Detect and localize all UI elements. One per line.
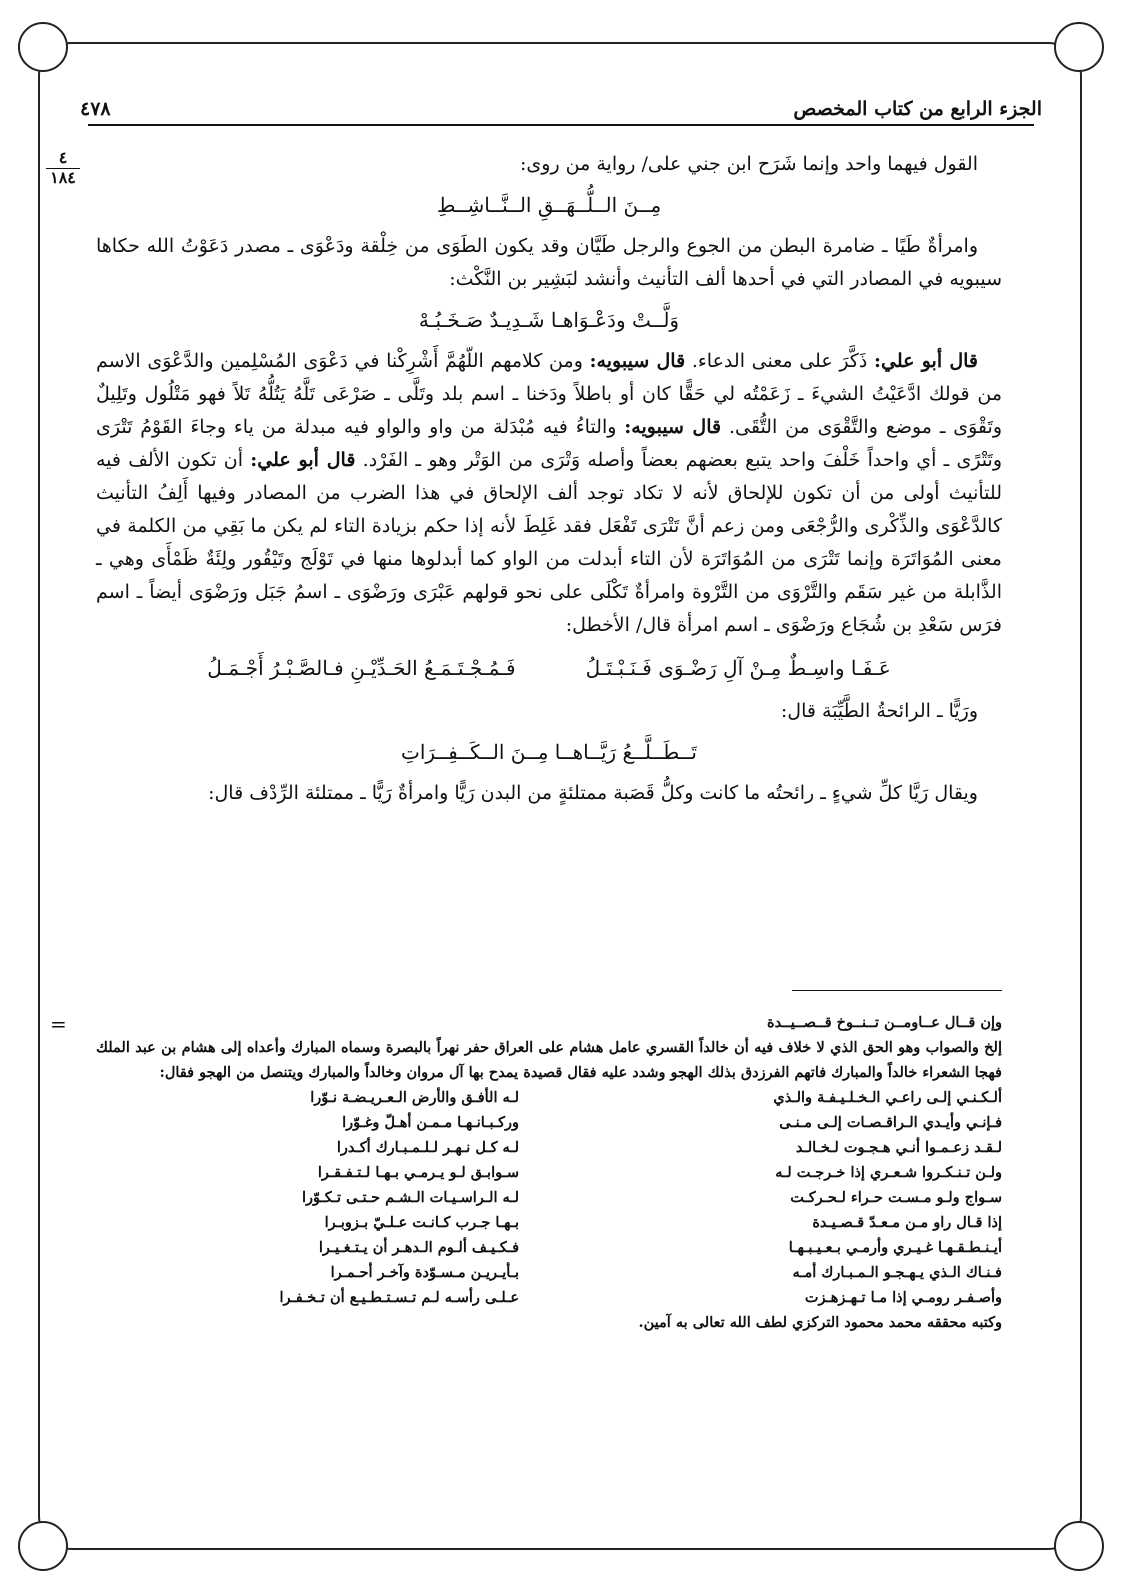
- text-run: ومن كلامهم اللّهُمَّ أَشْرِكْنا في دَعْوَى المُسْلِمين والدَّعْوَى الاسم من قولك ادَّعَيْتُ الشيءَ ـ زَعَمْتُه لي حَقًّا كان أو باطلاً ودَخنا ـ اسم بلد وتَلَّى ـ صَرْعَى تَلَّهُ يَتُلُّهُ تَلاً فهو مَتْلُول وتَلِيلٌ وتَقْوَى ـ موضع والتَّقْوَى من التُّقَى.: [96, 350, 1003, 438]
- running-header: [80, 86, 1042, 120]
- poem-hemistich: فـنـاك الـذي يـهـجـو الـمـبـارك أمـه: [792, 1264, 1002, 1281]
- verse-line: تَــطَــلَّــعُ رَيَّــاهــا مِــنَ الــكَــفِــرَاتِ: [401, 740, 697, 764]
- speaker-label: قال سيبويه:: [589, 350, 686, 372]
- footnote-verse-head: وإن قــال عــاومــن تــنــوخ قــصــيــدة: [767, 1014, 1002, 1031]
- poem-hemistich: سـواج ولـو مـسـت حـراء لـحـركـت: [790, 1189, 1002, 1206]
- editor-signoff: وكتبه محققه محمد محمود التركزي لطف الله تعالى به آمين.: [638, 1314, 1002, 1331]
- main-text: [96, 148, 1002, 810]
- speaker-label: قال أبو علي:: [250, 449, 356, 471]
- poem-hemistich: عـلـى رأسـه لـم تـسـتـطـيـع أن تـخـفـرا: [279, 1289, 519, 1306]
- hemistich-right: عَـفَـا واسِـطٌ مِـنْ آلِ رَضْـوَى فَـنَـبْـتَـلُ: [585, 656, 891, 680]
- text-run: أن تكون الألف فيه للتأنيث أولى من أن تكون للإلحاق لأنه لا تكاد توجد ألف الإلحاق في هذا الضرب من المصادر وفيها أَلِفُ التأنيث كالدَّعْوَى والذِّكْرى والرُّجْعَى ومن زعم أنَّ تَتْرَى تَفْعَل فقد غَلِطَ لأنه إذا حكم بزيادة التاء لم يكن ما بَقِي من الكلمة في معنى المُوَاتَرَة وإنما تَتْرَى من المُوَاتَرَة لأن التاء أبدلت من الواو كما أبدلوها منها في تَوْلَج وتَيْقُور ولِئَةٌ ظَمْأَى وهي ـ الذَّابلة من غير سَقَم والتَّرْوَى من التَّرْوة وامرأةٌ تَكْلَى على نحو قولهم عَبْرَى ورَضْوَى ـ اسمُ جَبَل ورَضْوَى أيضاً ـ اسم فرَس سَعْدِ بن شُجَاع ورَضْوَى ـ اسم امرأة قال/ الأخطل:: [96, 449, 1002, 636]
- poem-hemistich: بـهـا جـرب كـانـت عـلـيّ بـزوبـرا: [324, 1214, 519, 1231]
- poem-hemistich: ولـن تـنـكـروا شـعـري إذا خـرجـت لـه: [775, 1164, 1002, 1181]
- paragraph: [96, 345, 1002, 642]
- verse-line: مِــنَ الــلُّــهَــقِ الــنَّــاشِــطِ: [436, 193, 662, 217]
- speaker-label: قال سيبويه:: [624, 416, 722, 438]
- speaker-label: قال أبو علي:: [874, 350, 979, 372]
- poem-hemistich: أيـنـطـقـهـا غـيـري وأرمـي بـعـيـبـهـا: [788, 1239, 1002, 1256]
- hemistich-left: فَـمُـجْـتَـمَـعُ الحَـدِّيْـنِ فـالصَّـبْـرُ أَجْـمَـلُ: [207, 656, 516, 680]
- poem-hemistich: سـوابـق لـو يـرمـي بـهـا لـتـفـقـرا: [317, 1164, 519, 1181]
- margin-fraction-top: ٤: [58, 148, 68, 167]
- paragraph: ويقال رَيَّا كلِّ شيءٍ ـ رائحتُه ما كانت وكلُّ قَصَبة ممتلئةٍ من البدن رَيًّا وامرأةٌ رَيًّا ـ ممتلئة الرِّدْف قال:: [208, 782, 978, 804]
- footnote-rule: [792, 990, 1002, 991]
- poem-hemistich: لـه الـراسـيـات الـشـم حـتـى تـكـوّرا: [302, 1189, 519, 1206]
- paragraph: ورَيًّا ـ الرائحةُ الطَّيِّبَة قال:: [780, 700, 978, 722]
- paragraph: وامرأةٌ طَيًا ـ ضامرة البطن من الجوع والرجل طَيَّان وقد يكون الطَوَى من خِلْقة ودَعْوَى ـ مصدر دَعَوْتُ الله حكاها سيبويه في المصادر التي في أحدها ألف التأنيث وأنشد لبَشِير بن النَّكْث:: [96, 235, 1002, 290]
- footnote: [96, 1010, 1002, 1335]
- poem-hemistich: ألـكـنـي إلـى راعـي الـخـلـيـفـة والـذي: [773, 1089, 1002, 1106]
- poem-hemistich: فـإنـي وأيـدي الـراقـصـات إلـى مـنـى: [779, 1114, 1002, 1131]
- header-rule: [88, 124, 1034, 126]
- footnote-poem: [96, 1085, 1002, 1310]
- frame-corner-ornament: [18, 1521, 68, 1571]
- poem-hemistich: وأصـفـر رومـي إذا مـا تـهـزهـزت: [804, 1289, 1002, 1306]
- verse-couplet: [96, 652, 1002, 685]
- poem-hemistich: لـه الأفـق والأرض الـعـريـضـة نـوّرا: [310, 1089, 519, 1106]
- poem-hemistich: لـه كـل نـهـر لـلـمـبـارك أكـدرا: [336, 1139, 519, 1156]
- poem-hemistich: إذا قـال راو مـن مـعـدّ قـصـيـدة: [812, 1214, 1002, 1231]
- footnote-continuation-mark: =: [50, 1012, 67, 1036]
- book-title: الجزء الرابع من كتاب المخصص: [793, 98, 1042, 120]
- frame-corner-ornament: [1054, 1521, 1104, 1571]
- footnote-paragraph: إلخ والصواب وهو الحق الذي لا خلاف فيه أن خالداً القسري عامل هشام على العراق حفر نهراً بالبصرة وسماه المبارك وأعداه إلى هشام بن عبد الملك فهجا الشعراء خالداً والمبارك فاتهم الفرزدق بذلك الهجو وشدد عليه فقال قصيدة يمدح بها آل مروان وخالداً والمبارك ويتنصل من الهجو فقال:: [96, 1039, 1002, 1081]
- poem-hemistich: وركـبـانـهـا مـمـن أهـلّ وغـوّرا: [342, 1114, 519, 1131]
- poem-hemistich: بـأيـريـن مـسـوّدة وآخـر أحـمـرا: [330, 1264, 519, 1281]
- margin-fraction-bottom: ١٨٤: [50, 167, 76, 187]
- verse-line: وَلَّــتْ ودَعْـوَاهـا شَـدِيـدٌ صَـخَـبُـهْ: [418, 308, 680, 332]
- frame-corner-ornament: [1054, 22, 1104, 72]
- paragraph: القول فيهما واحد وإنما شَرَح ابن جني على/ رواية من روى:: [520, 153, 978, 175]
- poem-hemistich: لـقـد زعـمـوا أنـي هـجـوت لـخـالـد: [795, 1139, 1002, 1156]
- frame-corner-ornament: [18, 22, 68, 72]
- page-number: ٤٧٨: [80, 98, 111, 120]
- margin-page-reference: [42, 150, 84, 187]
- text-run: والتاءُ فيه مُبْدَلة من واو والواو فيه مبدلة من ياء وجاءَ القَوْمُ تَتْرَى وتَتْرًى ـ أي واحداً خَلْفَ واحد يتبع بعضهم بعضاً وأصله وَتْرَى من الوَتْر وهو ـ الفَرْد.: [96, 416, 1002, 471]
- poem-hemistich: فـكـيـف ألـوم الـدهـر أن يـتـغـيـرا: [318, 1239, 519, 1256]
- text-run: ذَكَّرَ على معنى الدعاء.: [691, 350, 868, 372]
